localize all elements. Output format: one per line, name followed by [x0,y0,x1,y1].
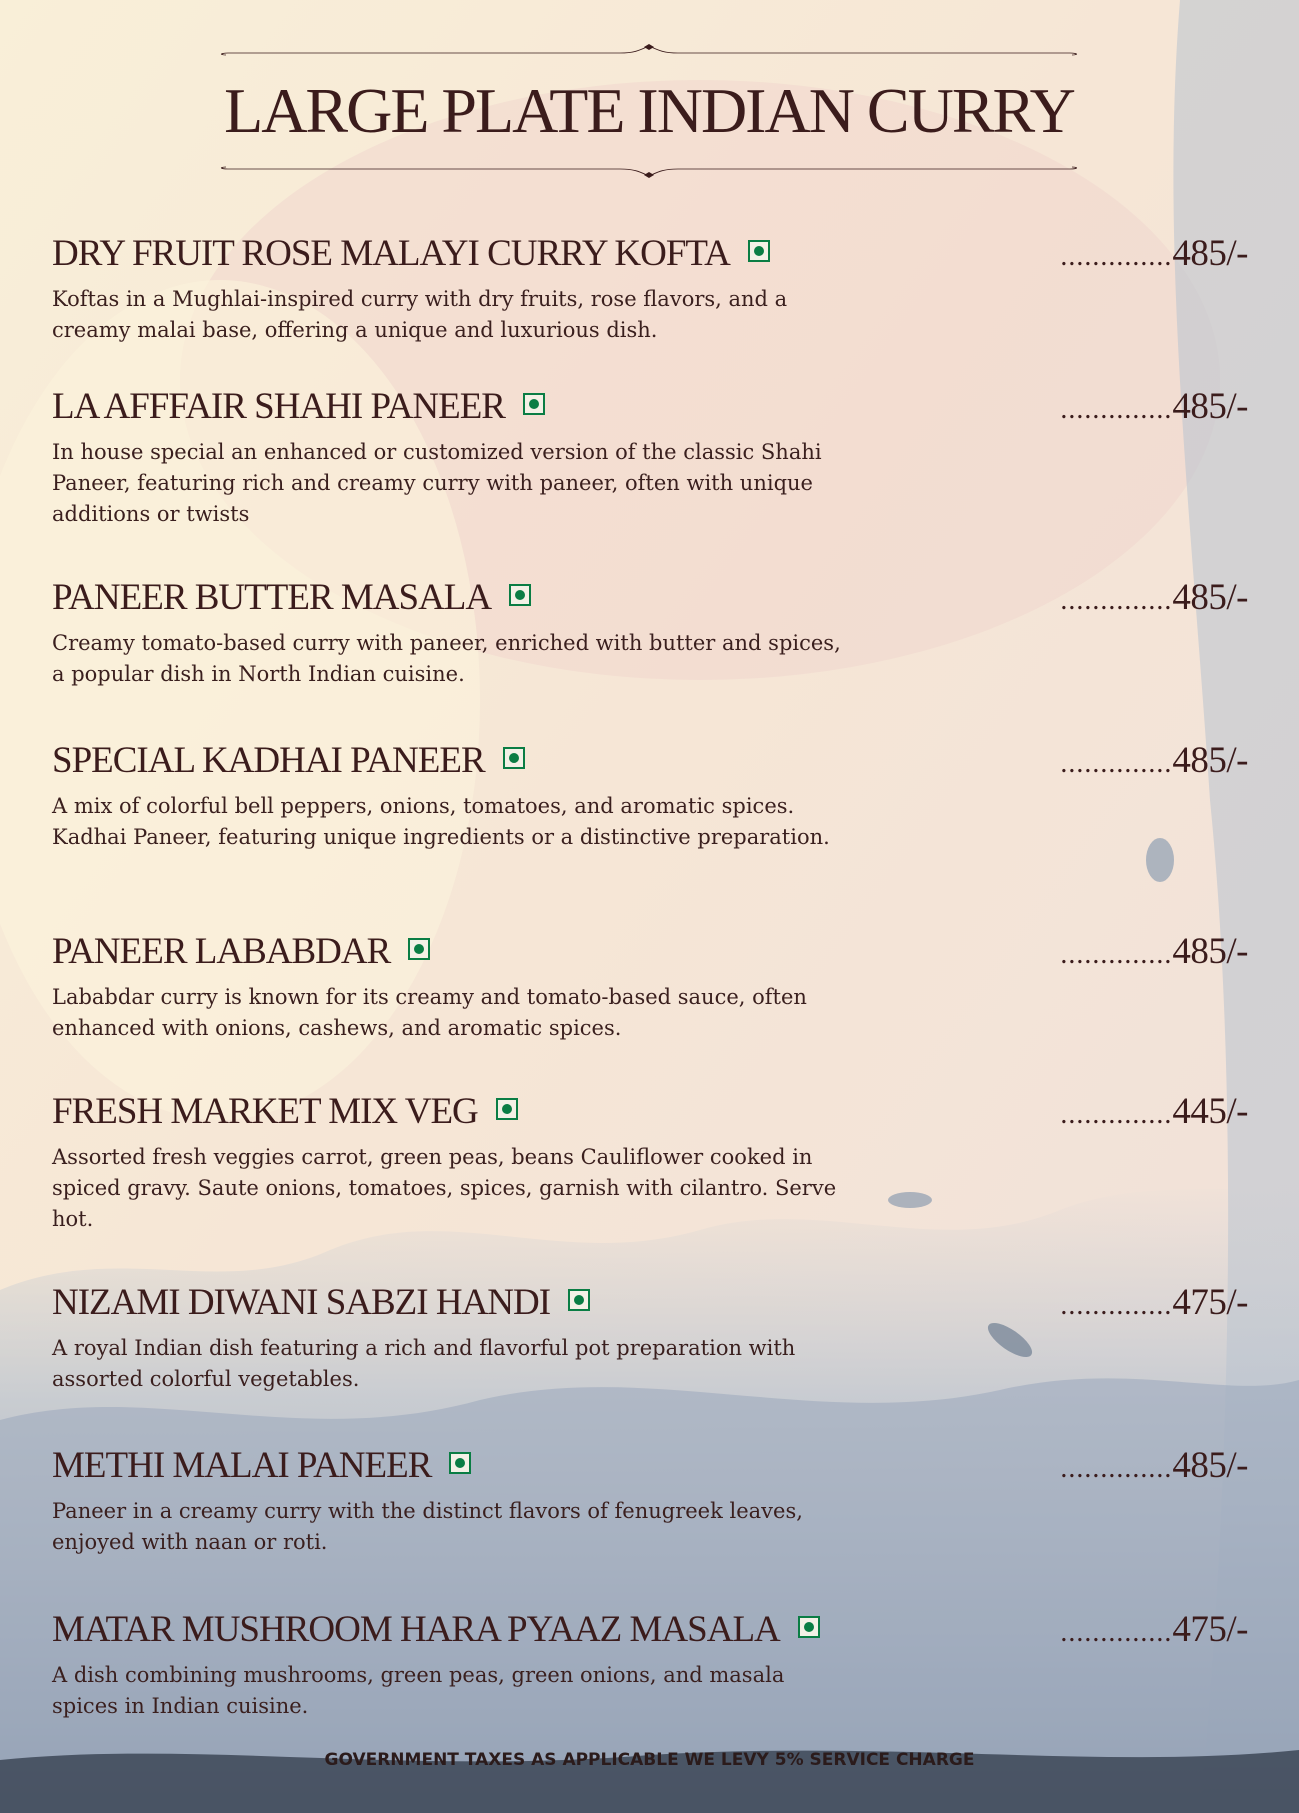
price-leader: .............. [1060,939,1173,970]
price-value: 485/- [1172,577,1248,618]
title-frame-top [220,44,1078,56]
item-name: SPECIAL KADHAI PANEER [52,740,485,781]
item-description: Creamy tomato-based curry with paneer, enriched with butter and spices, a popular dish in North Indian cuisine. [52,631,841,686]
item-header [52,930,1248,974]
item-description: In house special an enhanced or customized version of the classic Shahi Paneer, featuring rich and creamy curry with paneer, often with unique additions or twists [52,440,822,526]
item-header [52,1608,1248,1652]
price-leader: .............. [1060,585,1173,616]
price-value: 475/- [1172,1282,1248,1323]
item-header [52,739,1248,783]
price-value: 445/- [1172,1091,1248,1132]
item-description: A royal Indian dish featuring a rich and flavorful pot preparation with assorted colorful vegetables. [52,1336,796,1391]
item-name: PANEER BUTTER MASALA [52,577,492,618]
price-value: 485/- [1172,386,1248,427]
veg-indicator-icon [408,938,430,960]
item-description: Assorted fresh veggies carrot, green peas, beans Cauliflower cooked in spiced gravy. Saute onions, tomatoes, spices, garnish with cilantro. Serve hot. [52,1145,837,1231]
item-header [52,232,1248,276]
title-frame-bottom [220,166,1078,178]
item-name: METHI MALAI PANEER [52,1445,432,1486]
item-description: A dish combining mushrooms, green peas, green onions, and masala spices in Indian cuisine. [52,1663,785,1718]
price-value: 485/- [1172,233,1248,274]
item-header [52,576,1248,620]
menu-item [52,739,1248,853]
page-title: LARGE PLATE INDIAN CURRY [224,75,1074,146]
item-name: MATAR MUSHROOM HARA PYAAZ MASALA [52,1609,780,1650]
price-leader: .............. [1060,241,1173,272]
item-price [1060,930,1248,977]
item-description: Koftas in a Mughlai-inspired curry with dry fruits, rose flavors, and a creamy malai base, offering a unique and luxurious dish. [52,287,788,342]
price-value: 485/- [1172,1445,1248,1486]
veg-indicator-icon [748,240,770,262]
price-value: 485/- [1172,740,1248,781]
veg-indicator-icon [496,1098,518,1120]
veg-indicator-icon [509,584,531,606]
footer-tax-note: GOVERNMENT TAXES AS APPLICABLE WE LEVY 5% SERVICE CHARGE [324,1750,975,1770]
menu-item [52,1608,1248,1722]
menu-item [52,232,1248,346]
price-leader: .............. [1060,1290,1173,1321]
veg-indicator-icon [798,1616,820,1638]
item-price [1060,1090,1248,1137]
price-value: 475/- [1172,1609,1248,1650]
item-name: NIZAMI DIWANI SABZI HANDI [52,1282,551,1323]
item-description: Lababdar curry is known for its creamy and tomato-based sauce, often enhanced with onions, cashews, and aromatic spices. [52,985,807,1040]
item-description: A mix of colorful bell peppers, onions, tomatoes, and aromatic spices. Kadhai Paneer, featuring unique ingredients or a distinctive preparation. [52,794,830,849]
price-leader: .............. [1060,1099,1173,1130]
item-price [1060,739,1248,786]
item-price [1060,576,1248,623]
item-header [52,385,1248,429]
veg-indicator-icon [449,1452,471,1474]
menu-item [52,1444,1248,1558]
item-name: LA AFFFAIR SHAHI PANEER [52,386,505,427]
menu-item [52,576,1248,690]
item-price [1060,232,1248,279]
menu-item [52,930,1248,1044]
price-leader: .............. [1060,1617,1173,1648]
price-leader: .............. [1060,394,1173,425]
item-name: PANEER LABABDAR [52,931,391,972]
menu-item [52,385,1248,530]
menu-item [52,1281,1248,1395]
item-price [1060,1281,1248,1328]
item-description: Paneer in a creamy curry with the distinct flavors of fenugreek leaves, enjoyed with naan or roti. [52,1499,803,1554]
menu-item [52,1090,1248,1235]
veg-indicator-icon [503,747,525,769]
item-price [1060,385,1248,432]
item-name: FRESH MARKET MIX VEG [52,1091,478,1132]
veg-indicator-icon [568,1289,590,1311]
price-leader: .............. [1060,748,1173,779]
veg-indicator-icon [523,393,545,415]
item-header [52,1090,1248,1134]
price-value: 485/- [1172,931,1248,972]
price-leader: .............. [1060,1453,1173,1484]
item-price [1060,1608,1248,1655]
item-price [1060,1444,1248,1491]
item-name: DRY FRUIT ROSE MALAYI CURRY KOFTA [52,233,730,274]
item-header [52,1281,1248,1325]
item-header [52,1444,1248,1488]
